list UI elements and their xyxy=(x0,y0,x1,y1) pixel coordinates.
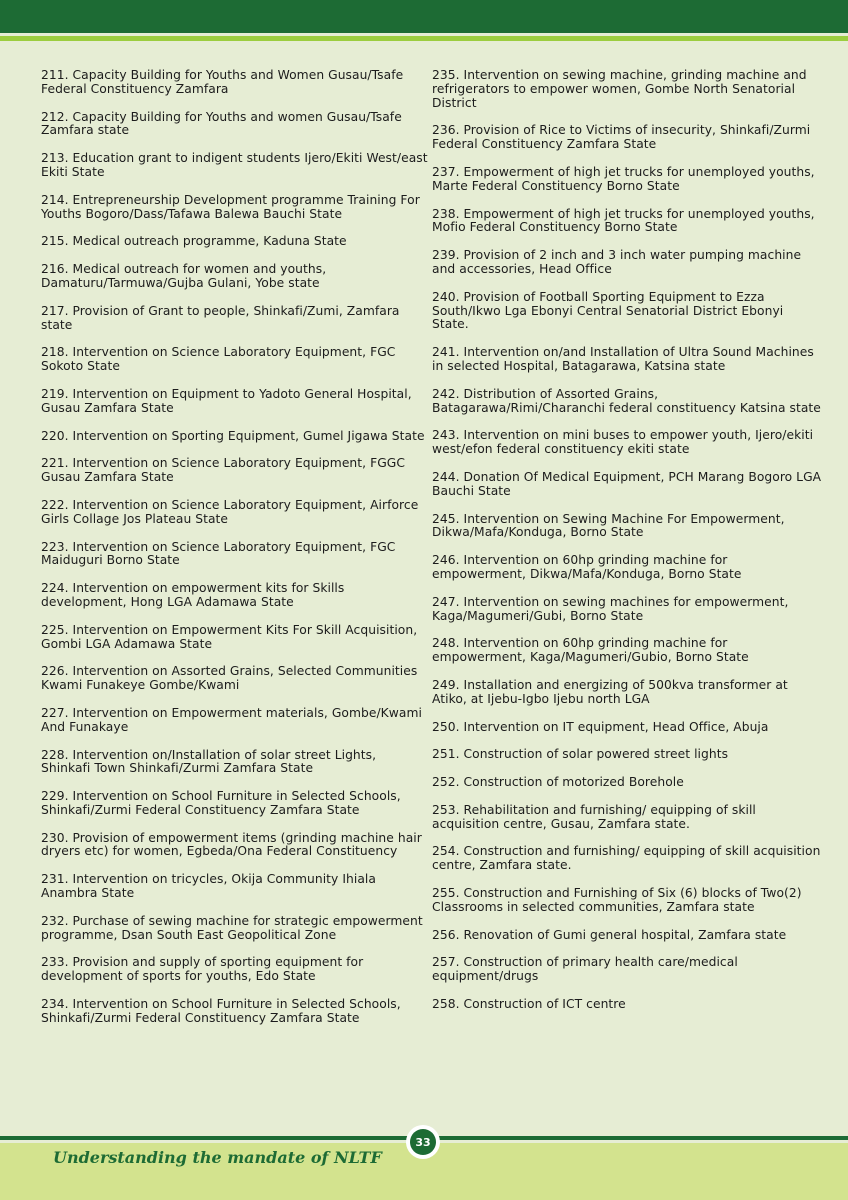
list-item: 245. Intervention on Sewing Machine For Empowerment, Dikwa/Mafa/Konduga, Borno State xyxy=(432,511,785,540)
list-item: 237. Empowerment of high jet trucks for unemployed youths, Marte Federal Constituency Borno State xyxy=(432,164,815,193)
list-item: 235. Intervention on sewing machine, grinding machine and refrigerators to empower women, Gombe North Senatorial District xyxy=(432,68,807,110)
list-item: 212. Capacity Building for Youths and women Gusau/Tsafe Zamfara state xyxy=(41,109,402,138)
list-item: 243. Intervention on mini buses to empower youth, Ijero/ekiti west/efon federal constituency ekiti state xyxy=(432,428,814,457)
list-item: 227. Intervention on Empowerment materials, Gombe/Kwami And Funakaye xyxy=(41,705,422,734)
list-item: 216. Medical outreach for women and youths, Damaturu/Tarmuwa/Gujba Gulani, Yobe state xyxy=(41,262,327,290)
list-item: 251. Construction of solar powered street lights xyxy=(432,747,729,762)
list-item: 238. Empowerment of high jet trucks for unemployed youths, Mofio Federal Constituency Borno State xyxy=(432,206,815,235)
list-item: 229. Intervention on School Furniture in Selected Schools, Shinkafi/Zurmi Federal Constituency Zamfara State xyxy=(41,789,401,817)
list-item: 239. Provision of 2 inch and 3 inch water pumping machine and accessories, Head Office xyxy=(432,248,802,276)
list-item: 223. Intervention on Science Laboratory Equipment, FGC Maiduguri Borno State xyxy=(41,539,396,568)
list-item: 241. Intervention on/and Installation of Ultra Sound Machines in selected Hospital, Batagarawa, Katsina state xyxy=(432,345,814,373)
list-item: 254. Construction and furnishing/ equipping of skill acquisition centre, Zamfara state. xyxy=(432,844,821,873)
list-item: 218. Intervention on Science Laboratory Equipment, FGC Sokoto State xyxy=(41,345,396,374)
list-item: 252. Construction of motorized Borehole xyxy=(432,775,684,790)
header-bar xyxy=(0,0,848,33)
list-item: 236. Provision of Rice to Victims of insecurity, Shinkafi/Zurmi Federal Constituency Zamfara State xyxy=(432,123,811,152)
list-item: 247. Intervention on sewing machines for empowerment, Kaga/Magumeri/Gubi, Borno State xyxy=(432,594,789,623)
list-item: 228. Intervention on/Installation of solar street Lights, Shinkafi Town Shinkafi/Zurmi Zamfara State xyxy=(41,747,377,776)
list-item: 248. Intervention on 60hp grinding machine for empowerment, Kaga/Magumeri/Gubio, Borno State xyxy=(432,636,749,665)
list-item: 253. Rehabilitation and furnishing/ equipping of skill acquisition centre, Gusau, Zamfara state. xyxy=(432,802,756,831)
list-item: 226. Intervention on Assorted Grains, Selected Communities Kwami Funakeye Gombe/Kwami xyxy=(41,664,418,693)
list-item: 225. Intervention on Empowerment Kits For Skill Acquisition, Gombi LGA Adamawa State xyxy=(41,622,418,651)
page-number-badge xyxy=(406,1125,440,1159)
list-item: 234. Intervention on School Furniture in Selected Schools, Shinkafi/Zurmi Federal Constituency Zamfara State xyxy=(41,997,401,1025)
list-item: 215. Medical outreach programme, Kaduna State xyxy=(41,234,347,249)
list-item: 233. Provision and supply of sporting equipment for development of sports for youths, Edo State xyxy=(41,955,364,984)
page-number: 33 xyxy=(410,1129,436,1155)
list-item: 211. Capacity Building for Youths and Women Gusau/Tsafe Federal Constituency Zamfara xyxy=(41,68,404,96)
right-column xyxy=(432,69,822,1026)
footer-title: Understanding the mandate of NLTF xyxy=(53,1148,382,1167)
list-item: 244. Donation Of Medical Equipment, PCH Marang Bogoro LGA Bauchi State xyxy=(432,469,822,498)
list-item: 255. Construction and Furnishing of Six (6) blocks of Two(2) Classrooms in selected communities, Zamfara state xyxy=(432,886,802,914)
list-item: 257. Construction of primary health care/medical equipment/drugs xyxy=(432,955,738,984)
list-item: 213. Education grant to indigent students Ijero/Ekiti West/east Ekiti State xyxy=(41,151,428,179)
list-item: 258. Construction of ICT centre xyxy=(432,997,626,1012)
list-item: 219. Intervention on Equipment to Yadoto General Hospital, Gusau Zamfara State xyxy=(41,386,412,415)
list-item: 222. Intervention on Science Laboratory Equipment, Airforce Girls Collage Jos Plateau State xyxy=(41,497,419,526)
list-item: 256. Renovation of Gumi general hospital, Zamfara state xyxy=(432,927,787,942)
list-item: 250. Intervention on IT equipment, Head Office, Abuja xyxy=(432,719,769,734)
list-item: 224. Intervention on empowerment kits for Skills development, Hong LGA Adamawa State xyxy=(41,581,345,609)
header-stripe xyxy=(0,36,848,41)
list-item: 240. Provision of Football Sporting Equipment to Ezza South/Ikwo Lga Ebonyi Central Senatorial District Ebonyi State. xyxy=(432,289,784,332)
list-item: 230. Provision of empowerment items (grinding machine hair dryers etc) for women, Egbeda/Ona Federal Constituency xyxy=(41,830,422,859)
list-item: 249. Installation and energizing of 500kva transformer at Atiko, at Ijebu-Igbo Ijebu north LGA xyxy=(432,677,788,706)
list-item: 214. Entrepreneurship Development programme Training For Youths Bogoro/Dass/Tafawa Balewa Bauchi State xyxy=(41,192,420,221)
list-item: 232. Purchase of sewing machine for strategic empowerment programme, Dsan South East Geopolitical Zone xyxy=(41,913,423,942)
list-item: 231. Intervention on tricycles, Okija Community Ihiala Anambra State xyxy=(41,872,376,901)
list-item: 221. Intervention on Science Laboratory Equipment, FGGC Gusau Zamfara State xyxy=(41,456,405,485)
list-item: 217. Provision of Grant to people, Shinkafi/Zumi, Zamfara state xyxy=(41,303,400,332)
list-item: 220. Intervention on Sporting Equipment, Gumel Jigawa State xyxy=(41,428,425,443)
list-item: 242. Distribution of Assorted Grains, Batagarawa/Rimi/Charanchi federal constituency Katsina state xyxy=(432,386,821,415)
left-column xyxy=(41,69,429,1040)
list-item: 246. Intervention on 60hp grinding machine for empowerment, Dikwa/Mafa/Konduga, Borno State xyxy=(432,553,742,581)
